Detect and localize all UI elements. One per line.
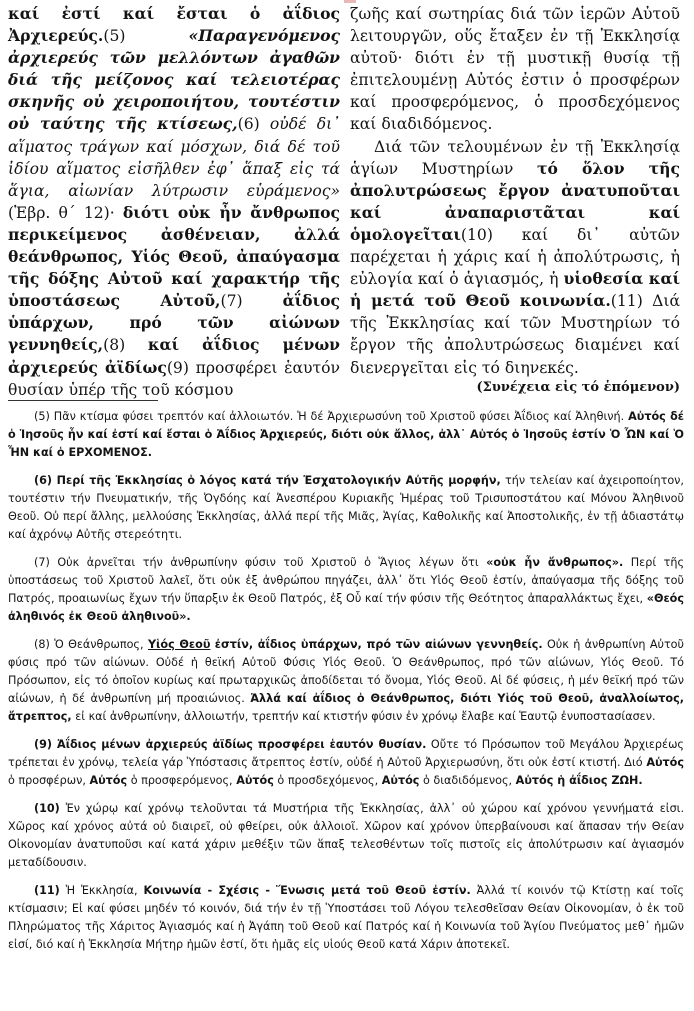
continuation-note: (Συνέχεια εἰς τό ἑπόμενον) — [476, 380, 680, 395]
footnote-bold: (6) Περί τῆς Ἐκκλησίας ὁ λόγος κατά τήν Ἐσχατολογικήν Αὐτῆς μορφήν, — [34, 474, 501, 487]
text-run: καί ἀΐδιος μένων ἀρχιερεύς ἀϊδίως — [8, 335, 340, 377]
footnote-bold: (11) — [34, 884, 60, 897]
footnote-ref: (5) — [103, 27, 126, 46]
right-paragraph-1 — [350, 3, 680, 136]
footnote-text: Ἡ Ἐκκλησία, — [65, 884, 138, 897]
footnote-text: ὁ προσδεχόμενος, — [277, 774, 379, 787]
footnotes — [8, 408, 684, 964]
text-run: προσφέρει ἑαυτόν θυσίαν ὑπέρ τῆς τοῦ κόσμου — [8, 358, 340, 399]
left-column-text — [8, 3, 340, 401]
footnote-text: τήν τελείαν καί ἀχειροποίητον, τουτέστιν τήν Πνευματικήν, τῆς Ὀγδόης καί Ἀνεσπέρου Κυριακῆς Ἡμέρας τοῦ Τρισυποστάτου καί Μόνου Ἀληθινοῦ Θεοῦ. Οὐ περί ἄλλης, μελλούσης Ἐκκλησίας, ἀλλά περί τῆς Μιᾶς, Ἁγίας, Καθολικῆς καί Ἀποστολικῆς, ἐν τῇ ἀδιαστάτῳ καί ἀχρόνῳ Αὐτῆς στερεότητι. — [8, 474, 684, 541]
footnote-text: Ἀλλά τί κοινόν τῷ Κτίστῃ καί τοῖς κτίσμασιν; Εἰ καί φύσει μηδέν τό κοινόν, διά τήν ἐν τῇ Ὑποστάσει τοῦ Λόγου τελεσθεῖσαν Θείαν Οἰκονομίαν, ὁ ἐκ τοῦ Πληρώματος τῆς Χάριτος Ἁγιασμός καί ἡ Ἀγάπη τοῦ Θεοῦ καί Πατρός καί ἡ Κοινωνία τοῦ Ἁγίου Πνεύματος μεθ᾽ ἡμῶν εἰσί, διό καί ἡ Ἐκκλησία Μήτηρ ἡμῶν ἐστί, ὅτι ἡμᾶς εἰς υἱούς Θεοῦ κατά Χάριν ἀποτεκεῖ. — [8, 884, 684, 951]
left-column — [8, 3, 340, 401]
footnote-6 — [8, 472, 684, 544]
footnote-10 — [8, 800, 684, 872]
text-run: καί ἐστί καί ἔσται ὁ ἀΐδιος Ἀρχιερεύς. — [8, 4, 340, 46]
quote-run: οὐδέ δι᾽ αἵματος τράγων καί μόσχων, διά δέ τοῦ ἰδίου αἵματος εἰσῆλθεν ἐφ᾽ ἅπαξ εἰς τά ἅγια, αἰωνίαν λύτρωσιν εὑράμενος» — [8, 115, 340, 200]
footnote-text: Οὔτε τό Πρόσωπον τοῦ Μεγάλου Ἀρχιερέως τρέπεται ἐν χρόνῳ, τελεία γάρ Ὑπόστασις ἄτρεπτος ἐστίν, οὐδέ ἡ Αὐτοῦ Ἀρχιερωσύνη, ὅτι οὐκ ἐστί κτιστή. Διό — [8, 738, 684, 769]
footnote-5 — [8, 408, 684, 462]
scripture-reference: (Ἑβρ. θ´ 12)· — [8, 203, 115, 222]
footnote-text: Οὐκ ἡ ἀνθρωπίνη Αὐτοῦ φύσις πρό τῶν αἰώνων. Οὐδέ ἡ θεϊκή Αὐτοῦ Φύσις Υἱός Θεοῦ. Ὁ Θεάνθρωπος, πρό τῶν αἰώνων, Υἱός Θεοῦ. Τό Πρόσωπον, εἰς τό ὁποῖον κυρίως καί πρωταρχικῶς ἀποδίδεται τό ὄνομα, Υἱός Θεοῦ. Αἱ δέ φύσεις, ἡ μέν θεϊκή πρό τῶν αἰώνων, ἡ δέ ἀνθρωπίνη μή προαιώνιος. — [8, 638, 685, 705]
footnote-bold: Αὐτός — [381, 774, 420, 787]
footnote-ref: (10) — [460, 225, 493, 244]
text-run: Διά τῶν τελουμένων ἐν τῇ Ἐκκλησίᾳ ἁγίων Μυστηρίων — [350, 137, 680, 178]
text-run: τό ὅλον τῆς ἀπολυτρώσεως ἔργον ἀνατυποῦται καί ἀναπαριστᾶται καί ὁμολογεῖται — [350, 158, 680, 244]
footnote-text: εἰ καί ἀνθρωπίνην, ἀλλοιωτήν, τρεπτήν καί κτιστήν φύσιν ἐν χρόνῳ ἔλαβε καί Ἑαυτῷ ἐνυποστασίασεν. — [75, 710, 656, 723]
footnote-ref: (9) — [166, 358, 189, 377]
footnote-text: ὁ προσφερόμενος, — [130, 774, 233, 787]
right-paragraph-2 — [350, 136, 680, 379]
footnote-bold: (9) Ἀΐδιος μένων ἀρχιερεύς ἀϊδίως προσφέρει ἑαυτόν θυσίαν. — [34, 738, 427, 751]
footnote-bold: «Θεός ἀληθινός ἐκ Θεοῦ ἀληθινοῦ». — [8, 592, 685, 623]
footnote-underlined: Υἱός Θεοῦ — [147, 638, 211, 651]
footnote-bold: Αὐτός ἡ ἀΐδιος ΖΩΗ. — [515, 774, 643, 787]
footnote-ref: (11) — [610, 292, 643, 311]
footnote-divider — [8, 400, 158, 401]
footnote-bold: Κοινωνία - Σχέσις - — [143, 884, 271, 897]
footnote-text: Περί τῆς ὑποστάσεως τοῦ Χριστοῦ λαλεῖ, ὅτι οὐκ ἐξ ἀνθρώπου πηγάζει, ἀλλ᾽ ὅτι Υἱός Θεοῦ ἐστίν, ἀπαύγασμα τῆς δόξης τοῦ Πατρός, προαιωνίως ἔχων τήν ὕπαρξιν ἐκ Θεοῦ Πατρός, ἐξ Οὗ καί τήν φύσιν τῆς Θεότητος ἀπαραλλάκτως ἔχει, — [8, 556, 685, 605]
footnote-ref: (8) — [103, 336, 126, 355]
footnote-bold: Ἀλλά καί ἀΐδιος ὁ Θεάνθρωπος, διότι Υἱός τοῦ Θεοῦ, ἀναλλοίωτος, ἄτρεπτος, — [8, 692, 684, 723]
text-run: ζωῆς καί σωτηρίας διά τῶν ἱερῶν Αὐτοῦ λειτουργῶν, οὕς ἔταξεν ἐν τῇ Ἐκκλησίᾳ αὐτοῦ· διότι ἐν τῇ μυστικῇ θυσίᾳ τῇ ἐπιτελουμένῃ Αὐτός ἐστιν ὁ προσφέρων καί προσφερόμενος, ὁ προσδεχόμενος καί διαδιδόμενος. — [350, 5, 680, 134]
footnote-bold: Αὐτός δέ ὁ Ἰησοῦς ἦν καί ἐστί καί ἔσται ὁ Ἀΐδιος Ἀρχιερεύς, διότι οὐκ ἄλλος, ἀλλ᾽ Αὐτός ὁ Ἰησοῦς ἐστίν Ὁ ὮΝ καί Ὁ ἮΝ καί ὁ ΕΡΧΟΜΕΝΟΣ. — [8, 410, 684, 459]
text-run: Διά τῆς Ἐκκλησίας καί τῶν Μυστηρίων τό ἔργον τῆς ἀπολυτρώσεως διαμένει καί διενεργεῖται εἰς τό διηνεκές. — [350, 292, 680, 377]
footnote-bold: Αὐτός — [646, 756, 684, 769]
footnote-text: ὁ διαδιδόμενος, — [422, 774, 513, 787]
footnote-text: (5) Πᾶν κτίσμα φύσει τρεπτόν καί ἀλλοιωτόν. Ἡ δέ Ἀρχιερωσύνη τοῦ Χριστοῦ φύσει Ἀΐδιος καί Ἀληθινή. — [34, 410, 625, 423]
footnote-text: ὁ προσφέρων, — [8, 774, 86, 787]
right-column — [350, 3, 680, 379]
text-run: διότι οὐκ ἦν ἄνθρωπος περικείμενος ἀσθένειαν, ἀλλά θεάνθρωπος, Υἱός Θεοῦ, ἀπαύγασμα τῆς δόξης Αὐτοῦ καί χαρακτήρ τῆς ὑποστάσεως Αὐτοῦ, — [8, 202, 340, 311]
footnote-bold: (10) — [34, 802, 60, 815]
footnote-bold: ἐστίν, ἀΐδιος ὑπάρχων, πρό τῶν αἰώνων γεννηθείς. — [214, 638, 543, 651]
footnote-bold: Αὐτός — [89, 774, 128, 787]
text-run: ἀΐδιος ὑπάρχων, πρό τῶν αἰώνων γεννηθείς, — [8, 291, 340, 355]
footnote-text: (7) Οὐκ ἀρνεῖται τήν ἀνθρωπίνην φύσιν τοῦ Χριστοῦ ὁ Ἅγιος λέγων ὅτι — [34, 556, 479, 569]
footnote-7 — [8, 554, 684, 626]
body-columns — [8, 3, 688, 401]
footnote-text: (8) Ὁ Θεάνθρωπος, — [34, 638, 144, 651]
footnote-bold: «οὐκ ἦν ἄνθρωπος». — [486, 556, 624, 569]
footnote-ref: (7) — [220, 292, 243, 311]
footnote-8 — [8, 636, 684, 726]
footnote-bold: Ἕνωσις μετά τοῦ Θεοῦ ἐστίν. — [275, 884, 471, 897]
footnote-11 — [8, 882, 684, 954]
footnote-bold: Αὐτός — [236, 774, 274, 787]
text-run: καί δι᾽ αὐτῶν παρέχεται ἡ χάρις καί ἡ ἀπολύτρωσις, ἡ εὐλογία καί ὁ ἁγιασμός, ἡ — [350, 225, 680, 289]
footnote-9 — [8, 736, 684, 790]
footnote-text: Ἐν χώρῳ καί χρόνῳ τελοῦνται τά Μυστήρια τῆς Ἐκκλησίας, ἀλλ᾽ οὐ χώρου καί χρόνου γεννήματά εἰσι. Χῶρος καί χρόνος αὐτά οὐ διαιρεῖ, οὐ φθείρει, οὐκ ἀλλοιοῖ. Χῶρον καί χρόνον ὑπερβαίνουσι καί ἅπασαν τήν Θείαν Οἰκονομίαν ἀνατυποῦσι καί κατά χάριν μεθέξιν τῶν ἅπαξ τελεσθέντων τοῖς πιστοῖς εἰς ἀπολύτρωσιν καί ἁγιασμόν μεταδίδουσιν. — [8, 802, 684, 869]
quote-run: «Παραγενόμενος ἀρχιερεύς τῶν μελλόντων ἀγαθῶν διά τῆς μείζονος καί τελειοτέρας σκηνῆς οὐ χειροποιήτου, τουτέστιν οὐ ταύτης τῆς κτίσεως, — [8, 26, 340, 134]
text-run: υἱοθεσία καί ἡ μετά τοῦ Θεοῦ κοινωνία. — [350, 269, 680, 311]
footnote-ref: (6) — [237, 115, 260, 134]
